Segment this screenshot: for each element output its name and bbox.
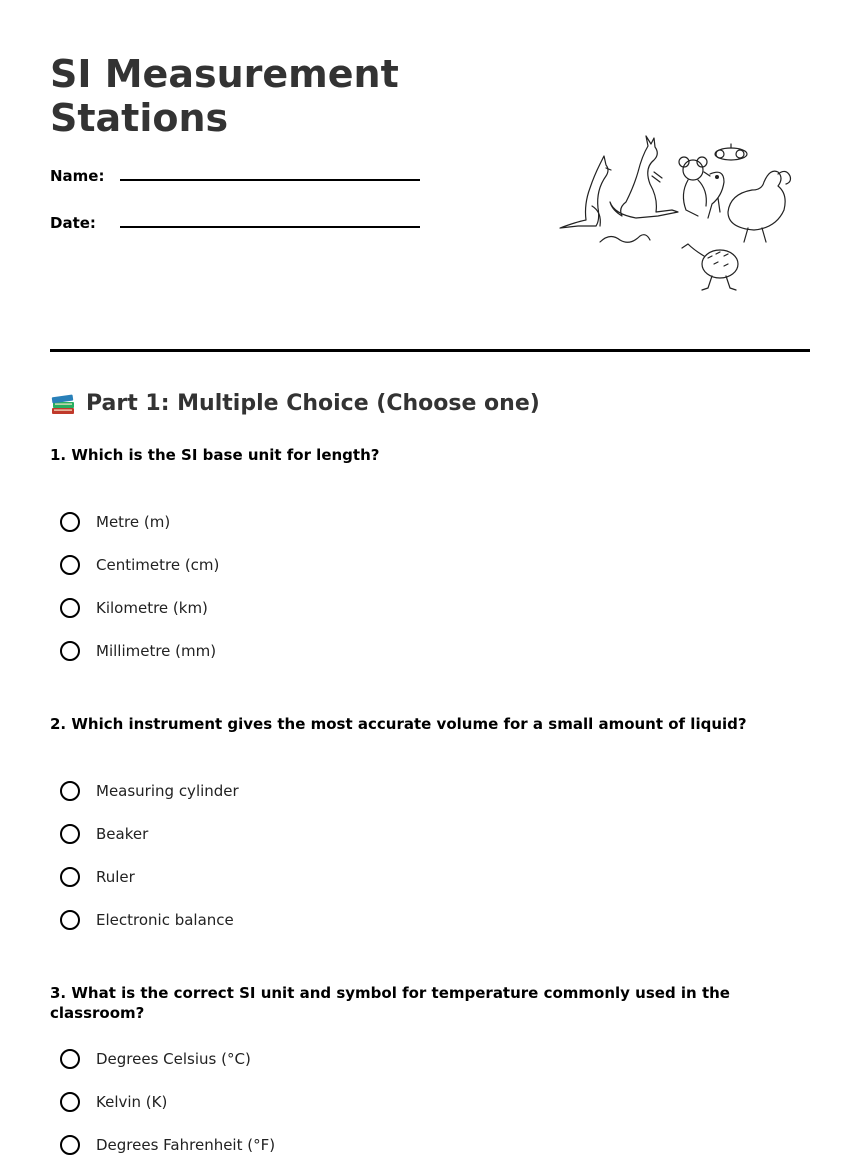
q3-option-3[interactable]: [60, 1132, 460, 1158]
q1-option-3[interactable]: [60, 595, 460, 621]
option-label: Millimetre (mm): [96, 642, 217, 660]
option-label: Kilometre (km): [96, 599, 208, 617]
emu-icon: [728, 171, 791, 242]
question-3: 3. What is the correct SI unit and symbol for temperature commonly used in the classroom?: [50, 984, 730, 1022]
option-label: Electronic balance: [96, 911, 234, 929]
option-label: Beaker: [96, 825, 149, 843]
name-field[interactable]: [50, 166, 430, 196]
q2-option-3[interactable]: [60, 864, 460, 890]
radio-button[interactable]: [60, 910, 80, 930]
question-2: 2. Which instrument gives the most accurate volume for a small amount of liquid?: [50, 715, 747, 733]
name-label: Name:: [50, 167, 105, 185]
echidna-icon: [682, 244, 738, 290]
q2-option-2[interactable]: [60, 821, 460, 847]
q2-option-1[interactable]: [60, 778, 460, 804]
australian-animals-clipart: [548, 132, 798, 297]
bird-icon: [715, 144, 747, 160]
snake-icon: [600, 235, 650, 243]
page-title: SI Measurement Stations: [50, 52, 399, 140]
q3-option-2[interactable]: [60, 1089, 460, 1115]
q3-option-1[interactable]: [60, 1046, 460, 1072]
question-1: 1. Which is the SI base unit for length?: [50, 446, 380, 464]
radio-button[interactable]: [60, 1049, 80, 1069]
radio-button[interactable]: [60, 1092, 80, 1112]
radio-button[interactable]: [60, 512, 80, 532]
books-icon: [50, 391, 76, 417]
radio-button[interactable]: [60, 781, 80, 801]
part1-title-text: Part 1: Multiple Choice (Choose one): [86, 391, 540, 416]
radio-button[interactable]: [60, 555, 80, 575]
option-label: Ruler: [96, 868, 135, 886]
option-label: Measuring cylinder: [96, 782, 239, 800]
kangaroo-icon: [610, 136, 678, 218]
option-label: Kelvin (K): [96, 1093, 168, 1111]
option-label: Degrees Fahrenheit (°F): [96, 1136, 276, 1154]
option-label: Degrees Celsius (°C): [96, 1050, 251, 1068]
radio-button[interactable]: [60, 824, 80, 844]
radio-button[interactable]: [60, 1135, 80, 1155]
date-label: Date:: [50, 214, 96, 232]
q1-option-1[interactable]: [60, 509, 460, 535]
q1-option-2[interactable]: [60, 552, 460, 578]
date-line[interactable]: [120, 226, 420, 228]
koala-icon: [679, 157, 707, 216]
possum-icon: [704, 172, 724, 218]
option-label: Metre (m): [96, 513, 171, 531]
name-line[interactable]: [120, 179, 420, 181]
option-label: Centimetre (cm): [96, 556, 220, 574]
radio-button[interactable]: [60, 641, 80, 661]
radio-button[interactable]: [60, 598, 80, 618]
header-divider: [50, 349, 810, 352]
q1-option-4[interactable]: [60, 638, 460, 664]
small-kangaroo-icon: [560, 156, 611, 228]
radio-button[interactable]: [60, 867, 80, 887]
part1-title: [50, 388, 540, 420]
date-field[interactable]: [50, 213, 430, 243]
q2-option-4[interactable]: [60, 907, 460, 933]
